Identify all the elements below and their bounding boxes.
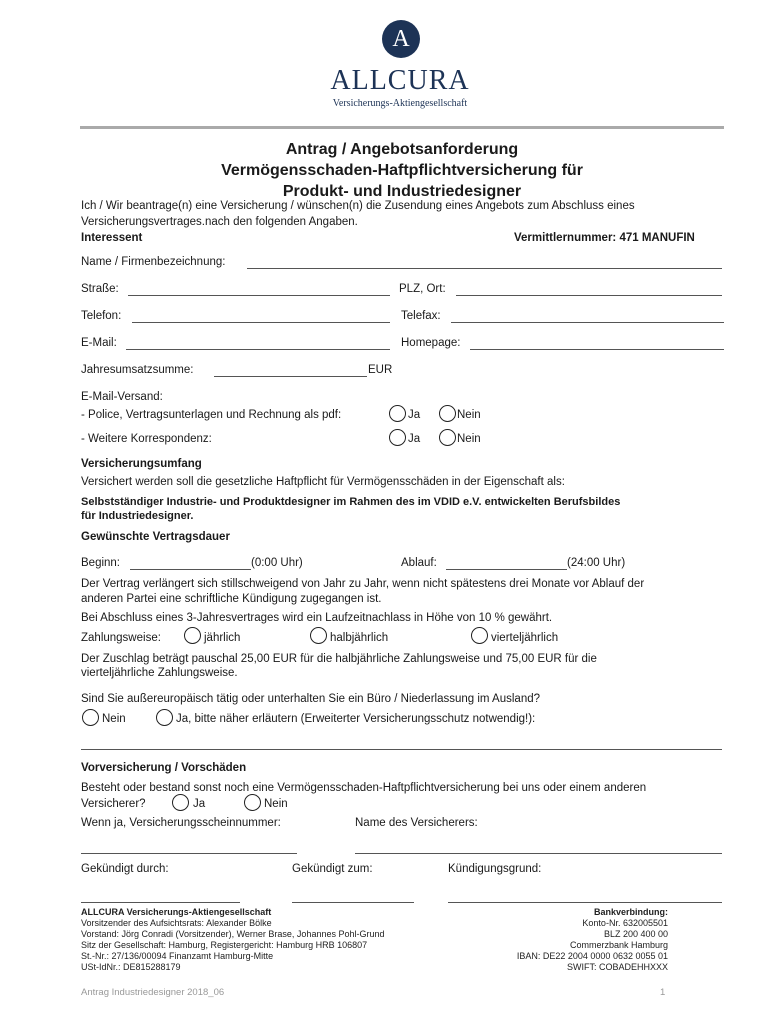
zuschlag-text-1: Der Zuschlag beträgt pauschal 25,00 EUR für die halbjährliche Zahlungsweise und 75,00 EUR für die — [81, 653, 597, 665]
bank-line: SWIFT: COBADEHHXXX — [566, 962, 668, 972]
umfang-bold-line-1: Selbstständiger Industrie- und Produktdesigner im Rahmen des im VDID e.V. entwickelten Berufsbildes — [81, 496, 621, 508]
emailversand-korrespondenz-label: - Weitere Korrespondenz: — [81, 433, 212, 445]
korrespondenz-ja-label: Ja — [408, 433, 421, 445]
emailversand-pdf-label: - Police, Vertragsunterlagen und Rechnung als pdf: — [81, 409, 342, 421]
plz-label: PLZ, Ort: — [399, 283, 446, 295]
ablauf-field[interactable] — [446, 569, 567, 570]
umfang-text: Versichert werden soll die gesetzliche Haftpflicht für Vermögensschäden in der Eigenschaft als: — [81, 476, 565, 488]
vorversicherung-nein-radio[interactable] — [244, 794, 261, 811]
korrespondenz-ja-radio[interactable] — [389, 429, 406, 446]
ausland-ja-label: Ja, bitte näher erläutern (Erweiterter Versicherungsschutz notwendig!): — [176, 713, 536, 725]
footer-left-3: Sitz der Gesellschaft: Hamburg, Registergericht: Hamburg HRB 106807 — [81, 940, 368, 950]
umfang-bold-line-2: für Industriedesigner. — [81, 510, 194, 522]
dauer-text-1: Der Vertrag verlängert sich stillschweigend von Jahr zu Jahr, wenn nicht spätestens drei Monate vor Ablauf der — [81, 578, 645, 590]
email-field[interactable] — [126, 349, 390, 350]
korrespondenz-nein-radio[interactable] — [439, 429, 456, 446]
homepage-field[interactable] — [470, 349, 724, 350]
header-divider — [80, 126, 724, 129]
jahresumsatz-field[interactable] — [214, 376, 367, 377]
vorversicherung-text-2: Versicherer? — [81, 798, 146, 810]
plz-field[interactable] — [456, 295, 722, 296]
strasse-field[interactable] — [128, 295, 390, 296]
logo-name: ALLCURA — [330, 65, 470, 96]
homepage-label: Homepage: — [401, 337, 461, 349]
kuendigungsgrund-field[interactable] — [448, 902, 722, 903]
emailversand-heading: E-Mail-Versand: — [81, 391, 163, 403]
vorversicherung-ja-label: Ja — [193, 798, 206, 810]
bank-line: Commerzbank Hamburg — [569, 940, 668, 950]
vierteljaehrlich-label: vierteljährlich — [491, 632, 559, 644]
footer-left-1: Vorsitzender des Aufsichtsrats: Alexander Bölke — [81, 918, 272, 928]
ablauf-label: Ablauf: — [401, 557, 437, 569]
halbjaehrlich-label: halbjährlich — [330, 632, 389, 644]
footer-left-2: Vorstand: Jörg Conradi (Vorsitzender), Werner Brase, Johannes Pohl-Grund — [81, 929, 385, 939]
eur-label: EUR — [368, 364, 393, 376]
name-versicherer-field[interactable] — [355, 853, 722, 854]
footer-left-5: USt-IdNr.: DE815288179 — [81, 962, 181, 972]
footer-bank — [470, 907, 668, 973]
jaehrlich-radio[interactable] — [184, 627, 201, 644]
telefax-field[interactable] — [451, 322, 724, 323]
gekuendigt-zum-field[interactable] — [292, 902, 414, 903]
telefon-label: Telefon: — [81, 310, 122, 322]
footer-left-4: St.-Nr.: 27/136/00094 Finanzamt Hamburg-Mitte — [81, 951, 274, 961]
page-number: 1 — [660, 987, 666, 998]
halbjaehrlich-radio[interactable] — [310, 627, 327, 644]
beginn-time: (0:00 Uhr) — [251, 557, 303, 569]
ausland-ja-radio[interactable] — [156, 709, 173, 726]
pdf-nein-label: Nein — [457, 409, 481, 421]
bank-line: IBAN: DE22 2004 0000 0632 0055 01 — [516, 951, 668, 961]
intro-line-2: Versicherungsvertrages.nach den folgenden Angaben. — [81, 216, 358, 228]
pdf-ja-label: Ja — [408, 409, 421, 421]
name-field[interactable] — [247, 268, 722, 269]
scheinnummer-label: Wenn ja, Versicherungsscheinnummer: — [81, 817, 281, 829]
dauer-text-2: anderen Partei eine schriftliche Kündigung zugegangen ist. — [81, 593, 382, 605]
dauer-text-3: Bei Abschluss eines 3-Jahresvertrages wird ein Laufzeitnachlass in Höhe von 10 % gewährt. — [81, 612, 553, 624]
document-id: Antrag Industriedesigner 2018_06 — [81, 987, 225, 998]
telefon-field[interactable] — [132, 322, 390, 323]
ausland-details-field[interactable] — [81, 749, 722, 750]
umfang-heading: Versicherungsumfang — [81, 458, 202, 470]
name-label: Name / Firmenbezeichnung: — [81, 256, 226, 268]
zahlungsweise-label: Zahlungsweise: — [81, 632, 161, 644]
interessent-heading: Interessent — [81, 232, 143, 244]
ausland-question: Sind Sie außereuropäisch tätig oder unterhalten Sie ein Büro / Niederlassung im Ausland? — [81, 693, 541, 705]
ablauf-time: (24:00 Uhr) — [567, 557, 626, 569]
jaehrlich-label: jährlich — [204, 632, 241, 644]
bank-line: Konto-Nr. 632005501 — [582, 918, 668, 928]
intro-line-1: Ich / Wir beantrage(n) eine Versicherung / wünschen(n) die Zusendung eines Angebots zum Abschluss eines — [81, 200, 635, 212]
jahresumsatz-label: Jahresumsatzsumme: — [81, 364, 194, 376]
beginn-label: Beginn: — [81, 557, 121, 569]
strasse-label: Straße: — [81, 283, 119, 295]
korrespondenz-nein-label: Nein — [457, 433, 481, 445]
vermittler-number: Vermittlernummer: 471 MANUFIN — [514, 232, 695, 244]
page-title: Antrag / Angebotsanforderung Vermögensschaden-Haftpflichtversicherung für Produkt- und Industriedesigner — [221, 141, 583, 200]
email-label: E-Mail: — [81, 337, 117, 349]
pdf-nein-radio[interactable] — [439, 405, 456, 422]
vorversicherung-nein-label: Nein — [264, 798, 288, 810]
gekuendigt-durch-label: Gekündigt durch: — [81, 863, 169, 875]
logo-subtitle: Versicherungs-Aktiengesellschaft — [332, 98, 468, 109]
vorversicherung-text-1: Besteht oder bestand sonst noch eine Vermögensschaden-Haftpflichtversicherung bei uns oder einem anderen — [81, 782, 647, 794]
beginn-field[interactable] — [130, 569, 251, 570]
vorversicherung-ja-radio[interactable] — [172, 794, 189, 811]
scheinnummer-field[interactable] — [81, 853, 297, 854]
vierteljaehrlich-radio[interactable] — [471, 627, 488, 644]
logo — [300, 18, 500, 113]
logo-emblem: A — [382, 20, 420, 58]
vorversicherung-heading: Vorversicherung / Vorschäden — [81, 762, 247, 774]
pdf-ja-radio[interactable] — [389, 405, 406, 422]
gekuendigt-zum-label: Gekündigt zum: — [292, 863, 373, 875]
ausland-nein-radio[interactable] — [82, 709, 99, 726]
name-versicherer-label: Name des Versicherers: — [355, 817, 478, 829]
ausland-nein-label: Nein — [102, 713, 126, 725]
dauer-heading: Gewünschte Vertragsdauer — [81, 531, 230, 543]
gekuendigt-durch-field[interactable] — [81, 902, 240, 903]
zuschlag-text-2: vierteljährliche Zahlungsweise. — [81, 667, 238, 679]
kuendigungsgrund-label: Kündigungsgrund: — [448, 863, 542, 875]
footer-company: ALLCURA Versicherungs-Aktiengesellschaft — [81, 907, 272, 917]
bank-heading: Bankverbindung: — [593, 907, 668, 917]
telefax-label: Telefax: — [401, 310, 441, 322]
bank-line: BLZ 200 400 00 — [603, 929, 668, 939]
